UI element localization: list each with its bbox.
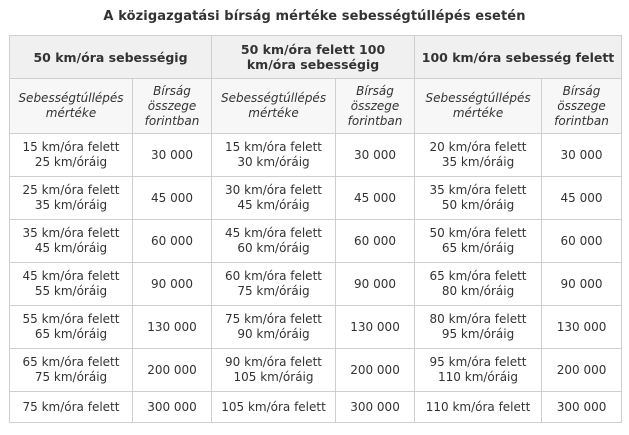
speed-range-cell: 25 km/óra felett 35 km/óráig — [10, 177, 133, 220]
fine-amount-cell: 45 000 — [542, 177, 622, 220]
fine-amount-cell: 60 000 — [336, 220, 415, 263]
sub-header-fine: Bírság összege forintban — [336, 79, 415, 134]
speed-range-cell: 110 km/óra felett — [415, 392, 542, 423]
fine-amount-cell: 130 000 — [542, 306, 622, 349]
fine-amount-cell: 130 000 — [133, 306, 212, 349]
fine-amount-cell: 200 000 — [336, 349, 415, 392]
sub-header-speed: Sebességtúllépés mértéke — [212, 79, 336, 134]
table-row — [10, 177, 622, 220]
sub-header-fine: Bírság összege forintban — [133, 79, 212, 134]
sub-header-speed: Sebességtúllépés mértéke — [10, 79, 133, 134]
table-row — [10, 349, 622, 392]
group-header-row — [10, 36, 622, 79]
fine-amount-cell: 90 000 — [336, 263, 415, 306]
fine-amount-cell: 130 000 — [336, 306, 415, 349]
speed-range-cell: 60 km/óra felett 75 km/óráig — [212, 263, 336, 306]
speed-range-cell: 105 km/óra felett — [212, 392, 336, 423]
fine-amount-cell: 30 000 — [542, 134, 622, 177]
speed-range-cell: 45 km/óra felett 60 km/óráig — [212, 220, 336, 263]
speed-range-cell: 75 km/óra felett 90 km/óráig — [212, 306, 336, 349]
fine-amount-cell: 45 000 — [133, 177, 212, 220]
sub-header-fine: Bírság összege forintban — [542, 79, 622, 134]
fine-amount-cell: 300 000 — [133, 392, 212, 423]
group-header-up-to-50: 50 km/óra sebességig — [10, 36, 212, 79]
fine-amount-cell: 30 000 — [133, 134, 212, 177]
table-row — [10, 263, 622, 306]
sub-header-row — [10, 79, 622, 134]
speed-range-cell: 20 km/óra felett 35 km/óráig — [415, 134, 542, 177]
table-row — [10, 134, 622, 177]
fine-amount-cell: 60 000 — [542, 220, 622, 263]
speed-range-cell: 95 km/óra felett 110 km/óráig — [415, 349, 542, 392]
speed-range-cell: 35 km/óra felett 45 km/óráig — [10, 220, 133, 263]
fine-amount-cell: 30 000 — [336, 134, 415, 177]
table-row — [10, 392, 622, 423]
table-row — [10, 306, 622, 349]
fine-amount-cell: 60 000 — [133, 220, 212, 263]
fine-table — [9, 35, 622, 423]
fine-amount-cell: 90 000 — [542, 263, 622, 306]
page-title: A közigazgatási bírság mértéke sebességtúllépés esetén — [103, 9, 526, 24]
speed-range-cell: 50 km/óra felett 65 km/óráig — [415, 220, 542, 263]
fine-amount-cell: 90 000 — [133, 263, 212, 306]
speed-range-cell: 55 km/óra felett 65 km/óráig — [10, 306, 133, 349]
speed-range-cell: 75 km/óra felett — [10, 392, 133, 423]
speed-range-cell: 90 km/óra felett 105 km/óráig — [212, 349, 336, 392]
speed-range-cell: 80 km/óra felett 95 km/óráig — [415, 306, 542, 349]
speed-range-cell: 65 km/óra felett 80 km/óráig — [415, 263, 542, 306]
fine-amount-cell: 200 000 — [133, 349, 212, 392]
fine-amount-cell: 200 000 — [542, 349, 622, 392]
speed-range-cell: 15 km/óra felett 25 km/óráig — [10, 134, 133, 177]
fine-amount-cell: 300 000 — [336, 392, 415, 423]
speed-range-cell: 15 km/óra felett 30 km/óráig — [212, 134, 336, 177]
sub-header-speed: Sebességtúllépés mértéke — [415, 79, 542, 134]
table-row — [10, 220, 622, 263]
speed-range-cell: 45 km/óra felett 55 km/óráig — [10, 263, 133, 306]
speed-range-cell: 30 km/óra felett 45 km/óráig — [212, 177, 336, 220]
speed-range-cell: 65 km/óra felett 75 km/óráig — [10, 349, 133, 392]
group-header-over-100: 100 km/óra sebesség felett — [415, 36, 622, 79]
fine-amount-cell: 300 000 — [542, 392, 622, 423]
speed-range-cell: 35 km/óra felett 50 km/óráig — [415, 177, 542, 220]
fine-amount-cell: 45 000 — [336, 177, 415, 220]
group-header-50-to-100: 50 km/óra felett 100 km/óra sebességig — [212, 36, 415, 79]
